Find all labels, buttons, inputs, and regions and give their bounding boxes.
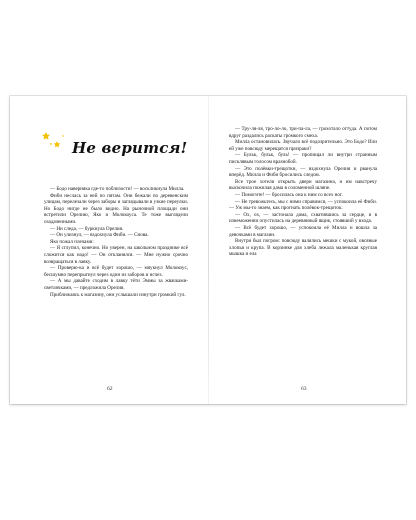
paragraph: — Помогите! — бросилась она к ним со всех ног.: [235, 191, 343, 198]
paragraph: Все трое хотели открыть двери магазина, и им навстречу выскочила пожилая дама в соломенной шляпе.: [229, 178, 377, 192]
paragraph: — Бульк, бульк, буль! — пропищал ли внутри странным писклявым голосом вразнобой.: [229, 152, 377, 165]
paragraph: — Всё будет хорошо, — успокоила её Милла и вошла за девочками в магазин.: [229, 224, 377, 238]
paragraph: Яко пожал плечами:: [50, 238, 94, 245]
paragraph: Фиби неслась за ней по пятам. Они бежали по деревенским улицам, перелезали через заборы и заглядывали в узкие переулки. Но Бодо нигде не было видно. На рыночной площади они встретили Орелию, Яко и Молокоуса. Те тоже выглядели озадаченными.: [44, 192, 188, 225]
page-number: 63: [301, 386, 307, 392]
book-spread: [10, 96, 406, 404]
paragraph: — Бодо наверняка где-то поблизости! — воскликнула Милла.: [50, 186, 185, 192]
left-page-text: [44, 186, 188, 298]
paragraph: — Проверю-ка и всё будет хорошо, — мяукнул Молокоус, бесшумно перепрыгнул через один из заборов и исчез.: [44, 265, 188, 278]
chapter-heading: Не верится!: [72, 139, 188, 157]
paragraph: Внутри был погром: повсюду валялись мешки с мукой, овсяные хлопья и крупа. В корзинке для хлеба лежала маленькая круглая мышка и ела: [229, 238, 377, 258]
paragraph: — А мы давайте сходим в лавку тёти Эммы за жвачками-светлячками, — предложила Орелия.: [44, 278, 188, 291]
paragraph: — Это полёвки-трещотки, — вздохнула Орелия и рванула вперёд. Милла и Фиби бросились следом.: [229, 165, 377, 179]
paragraph: — Он улизнул, — вздохнула Фиби. — Снова.: [50, 232, 149, 239]
paragraph: — Тру-ля-ля, тро-ло-ло, три-па-ла, — грохотало оттуда. А потом вдруг раздались раскаты громкого смеха.: [229, 126, 377, 139]
paragraph: — Не тревожьтесь, мы с ними справимся, — успокоила её Фиби. — Уж мы-то знаем, как прогнать полёвок-трещоток.: [229, 198, 377, 212]
paragraph: Милла остановилась. Звучало всё подозрительно. Это Бодо? Или ей уже повсюду мерещатся призраки?: [229, 139, 377, 152]
paragraph: — Я сглупил, конечно. Но уверен, на школьном празднике всё сложится как надо! — Он откланялся. — Мне нужно срочно возвращаться в лавку.: [44, 245, 188, 265]
star-sparkle-icon: [42, 130, 72, 154]
right-page: [209, 96, 407, 404]
paragraph: Приближаясь к магазину, они услышали изнутри громкий гул.: [50, 291, 186, 298]
page-number: 62: [107, 386, 113, 392]
paragraph: — Ох, ох, — застонала дама, схватившись за сердце, и в изнеможении опустилась на деревянный ящик, стоявший у входа.: [229, 211, 377, 225]
paragraph: — Ни следа, — буркнула Орелия.: [50, 225, 124, 232]
left-page: [10, 96, 208, 404]
right-page-text: [229, 126, 377, 258]
